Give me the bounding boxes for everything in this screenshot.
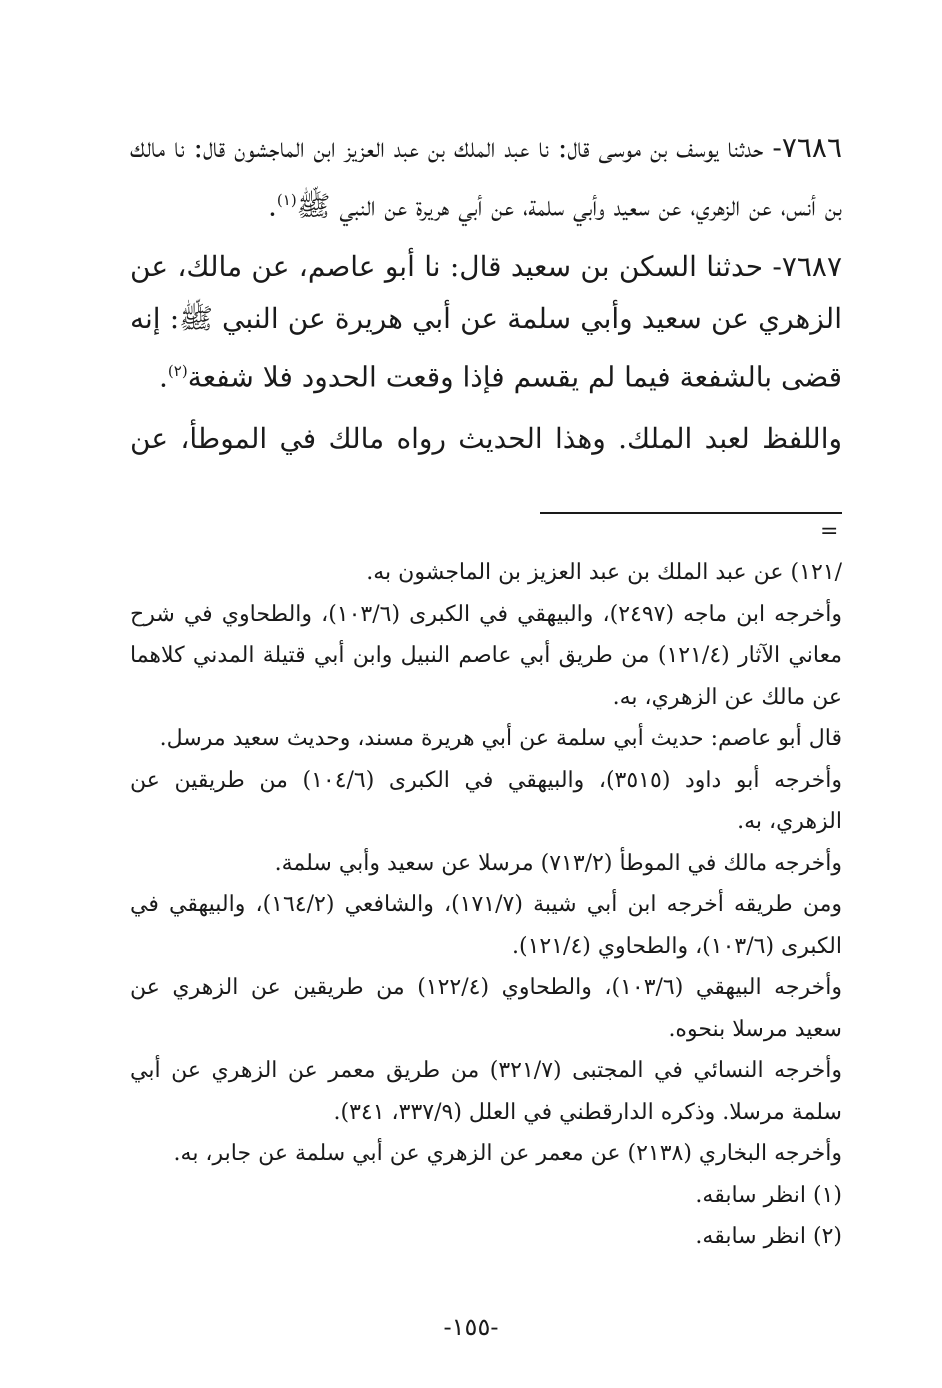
footnote-line: وأخرجه البيهقي (١٠٣/٦)، والطحاوي (١٢٢/٤) من طريقين عن الزهري عن سعيد مرسلا بنحوه. [130,975,842,1042]
footnotes [130,552,842,1258]
hadith-7687 [130,241,842,403]
footnote-line: وأخرجه مالك في الموطأ (٧١٣/٢) مرسلا عن سعيد وأبي سلمة. [274,850,842,876]
footnote-line: وأخرجه البخاري (٢١٣٨) عن معمر عن الزهري عن أبي سلمة عن جابر، به. [173,1141,842,1166]
footnote-line: ومن طريقه أخرجه ابن أبي شيبة (١٧١/٧)، والشافعي (١٦٤/٢)، والبيهقي في الكبرى (١٠٣/٦)، والطحاوي (١٢١/٤). [130,892,842,959]
hadith-7686-end: . [267,189,277,223]
main-text [130,122,842,474]
footnote-line: /١٢١) عن عبد الملك بن عبد العزيز بن الماجشون به. [366,560,842,585]
page-number: -١٥٥- [443,1313,499,1341]
footnote-line: وأخرجه ابن ماجه (٢٤٩٧)، والبيهقي في الكبرى (١٠٣/٦)، والطحاوي في شرح معاني الآثار (١٢١/٤) من طريق أبي عاصم النبيل وابن أبي قتيلة المدني كلاهما عن مالك عن الزهري، به. [130,601,842,710]
hadith-7686-text: ٧٦٨٦- حدثنا يوسف بن موسى قال: نا عبد الملك بن عبد العزيز ابن الماجشون قال: نا مالك بن أنس، عن الزهري، عن سعيد وأبي سلمة، عن أبي هريرة عن النبي ﷺ [130,131,842,223]
hadith-7687-text: ٧٦٨٧- حدثنا السكن بن سعيد قال: نا أبو عاصم، عن مالك، عن الزهري عن سعيد وأبي سلمة عن أبي هريرة عن النبي ﷺ: إنه قضى بالشفعة فيما لم يقسم فإذا وقعت الحدود فلا شفعة [130,250,842,394]
footnote-ref-1[interactable]: (١) [276,191,297,209]
footnote-ref-2[interactable]: (٢) [167,362,188,381]
footnote-1: (١) انظر سابقه. [695,1182,842,1208]
footnote-divider [540,512,842,514]
commentary-paragraph: واللفظ لعبد الملك. وهذا الحديث رواه مالك في الموطأ، عن [130,421,842,455]
footnote-line: وأخرجه النسائي في المجتبى (٣٢١/٧) من طريق معمر عن الزهري عن أبي سلمة مرسلا. وذكره الدارقطني في العلل (٣٣٧/٩، ٣٤١). [130,1058,842,1125]
hadith-7686 [130,122,842,232]
footnote-line: وأخرجه أبو داود (٣٥١٥)، والبيهقي في الكبرى (١٠٤/٦) من طريقين عن الزهري، به. [130,767,842,834]
continuation-mark: = [820,519,839,544]
footnote-line: قال أبو عاصم: حديث أبي سلمة عن أبي هريرة مسند، وحديث سعيد مرسل. [159,726,842,751]
footnote-2: (٢) انظر سابقه. [695,1224,842,1249]
hadith-7687-end: . [159,360,168,394]
